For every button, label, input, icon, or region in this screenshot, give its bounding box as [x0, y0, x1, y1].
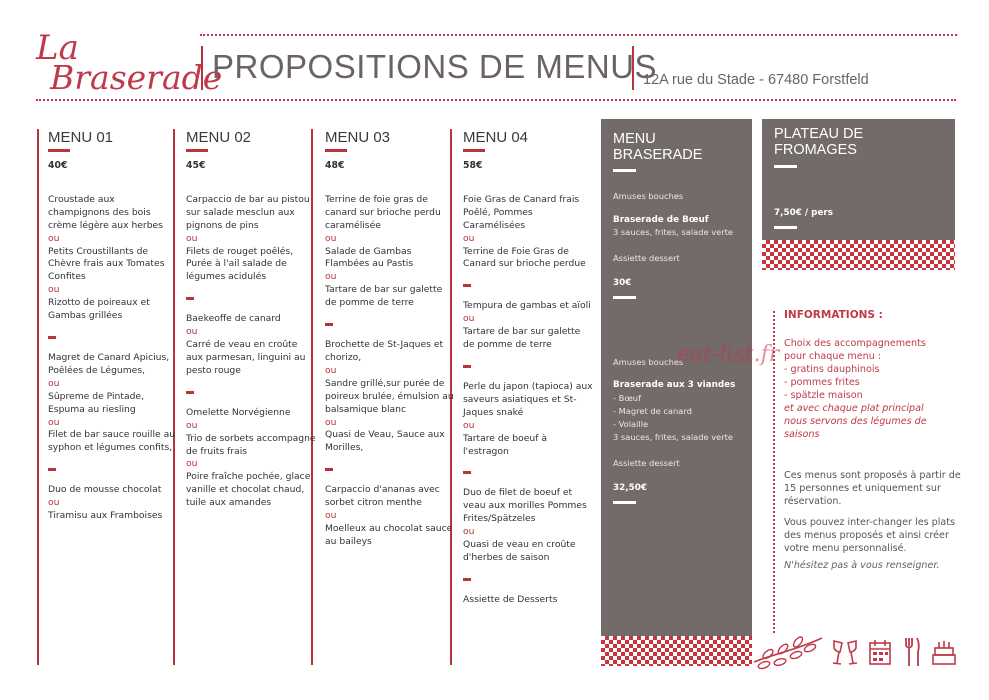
logo-line2: Braserade: [50, 58, 223, 97]
menu-title: MENU 01: [48, 129, 114, 146]
plateau-title-line1: PLATEAU DE: [774, 126, 864, 142]
menu-03: [325, 129, 455, 562]
course-or: ou: [463, 526, 475, 538]
dish-name: Baekeoffe de canard: [186, 313, 281, 325]
dish-name: Petits Croustillants de Chèvre frais aux Tomates Confites: [48, 245, 165, 283]
course-or: ou: [48, 377, 60, 389]
info-choice-line2: pour chaque menu :: [784, 351, 882, 362]
dish-name: Sûpreme de Pintade, Espuma au riesling: [48, 390, 144, 415]
dish-name: Poire fraîche pochée, glace vanille et chocolat chaud, tuile aux amandes: [186, 471, 311, 509]
dish-name: Brochette de St-Jaques et chorizo,: [325, 339, 444, 363]
menu-course: [325, 339, 455, 455]
course-or: ou: [186, 458, 198, 470]
braserade-title-line2: BRASERADE: [613, 147, 703, 163]
dish-name: Duo de filet de boeuf et veau aux morilles Pommes Frites/Spätzeles: [463, 487, 587, 525]
course-separator: [186, 391, 194, 394]
plateau-fromages-panel: [762, 119, 955, 240]
braserade-title-bar: [613, 169, 636, 172]
course-or: ou: [325, 271, 337, 283]
info-note-line1: et avec chaque plat principal: [784, 403, 924, 414]
menu-course: [186, 194, 316, 284]
dish-name: Terrine de Foie Gras de Canard sur brioche perdue: [463, 245, 586, 270]
course-or: ou: [463, 313, 475, 325]
menu-title-underline: [186, 149, 208, 152]
braserade-price-1: 30€: [613, 278, 632, 288]
dish-name: Carpaccio de bar au pistou sur salade mesclun aux pignons de pins: [186, 193, 310, 231]
dish-name: Perle du japon (tapioca) aux saveurs asiatiques et St-Jaques snaké: [463, 380, 593, 418]
info-paragraph-1: Ces menus sont proposés à partir de 15 personnes et uniquement sur réservation.: [784, 470, 961, 507]
braserade-amuses-1: Amuses bouches: [613, 191, 684, 201]
menu-course: [463, 194, 593, 271]
dish-name: Filets de rouget poêlés, Purée à l'ail salade de légumes acidulés: [186, 245, 294, 283]
title-separator-right: [632, 46, 634, 90]
dish-name: Tiramisu aux Framboises: [48, 510, 163, 522]
dish-name: Duo de mousse chocolat: [48, 484, 162, 496]
course-separator: [325, 468, 333, 471]
watermark: eat-list.fr: [677, 342, 780, 367]
course-or: ou: [186, 326, 198, 338]
menu-title: MENU 02: [186, 129, 252, 146]
menu01-rule: [37, 129, 39, 665]
dish-name: Tartare de bar sur galette de pomme de terre: [325, 284, 443, 309]
plateau-title-bar: [774, 165, 797, 168]
course-separator: [463, 284, 471, 287]
dish-name: Trio de sorbets accompagne de fruits frais: [186, 432, 316, 457]
menu-title-underline: [48, 149, 70, 152]
dish-name: Filet de bar sauce rouille au syphon et légumes confits,: [48, 429, 176, 454]
braserade-dish-2: Braserade aux 3 viandes: [613, 380, 736, 390]
menu-course: [48, 352, 178, 455]
braserade-dish-1-desc: 3 sauces, frites, salade verte: [613, 227, 734, 237]
restaurant-address: 12A rue du Stade - 67480 Forstfeld: [643, 72, 869, 88]
calendar-icon: [868, 638, 892, 666]
course-or: ou: [463, 232, 475, 244]
braserade-title: [613, 131, 702, 163]
course-separator: [186, 297, 194, 300]
course-or: ou: [48, 416, 60, 428]
menu-04: [463, 129, 593, 620]
course-or: ou: [325, 416, 337, 428]
course-or: ou: [186, 419, 198, 431]
plateau-price: 7,50€ / pers: [774, 208, 834, 218]
menu-braserade-panel: [601, 119, 752, 636]
course-separator: [463, 471, 471, 474]
dish-name: Moelleux au chocolat sauce au baileys: [325, 522, 453, 547]
info-heading: INFORMATIONS :: [784, 309, 883, 321]
informations-block: [784, 309, 964, 572]
info-paragraph-3: N'hésitez pas à vous renseigner.: [784, 560, 940, 571]
dish-name: Omelette Norvégienne: [186, 406, 291, 418]
menu-title-underline: [463, 149, 485, 152]
braserade-title-line1: MENU: [613, 131, 656, 147]
top-dotted-rule: [200, 34, 957, 36]
logo: [32, 28, 223, 100]
plateau-price-bar: [774, 226, 797, 229]
menu-price: 40€: [48, 160, 68, 171]
birthday-cake-icon: [931, 638, 957, 666]
menu-price: 48€: [325, 160, 345, 171]
braserade-dish-1: Braserade de Bœuf: [613, 215, 709, 225]
laurel-branch-icon: [752, 632, 824, 672]
course-or: ou: [48, 497, 60, 509]
info-note-line2: nous servons des légumes de saisons: [784, 416, 927, 440]
course-or: ou: [48, 284, 60, 296]
info-option-gratins: - gratins dauphinois: [784, 364, 880, 375]
dish-name: Carpaccio d'ananas avec sorbet citron menthe: [325, 484, 440, 509]
menu-02: [186, 129, 316, 523]
braserade-amuses-2: Amuses bouches: [613, 357, 684, 367]
course-or: ou: [325, 232, 337, 244]
menu-course: [463, 381, 593, 458]
plateau-title-line2: FROMAGES: [774, 142, 857, 158]
dish-name: Terrine de foie gras de canard sur brioche perdu caramélisée: [325, 193, 441, 231]
menu-title-underline: [325, 149, 347, 152]
dish-name: Carré de veau en croûte aux parmesan, linguini au pesto rouge: [186, 339, 306, 376]
menu-course: [463, 300, 593, 352]
braserade-meat-2: - Magret de canard: [613, 406, 692, 416]
dish-name: Tartare de boeuf à l'estragon: [463, 432, 547, 457]
plateau-checkered-band: [762, 240, 955, 270]
dish-name: Sandre grillé,sur purée de poireux brulée, émulsion au balsamique blanc: [325, 377, 454, 415]
menu-title: MENU 04: [463, 129, 529, 146]
title-separator-left: [201, 46, 203, 90]
dish-name: Tartare de bar sur galette de pomme de terre: [463, 326, 581, 351]
course-or: ou: [48, 232, 60, 244]
info-choice-line1: Choix des accompagnements: [784, 338, 926, 349]
braserade-meat-1: - Bœuf: [613, 393, 641, 403]
menu-course: [186, 313, 316, 378]
course-separator: [325, 323, 333, 326]
course-or: ou: [463, 419, 475, 431]
course-separator: [48, 468, 56, 471]
plateau-title: [774, 126, 863, 158]
dish-name: Croustade aux champignons des bois crème légère aux herbes: [48, 193, 163, 231]
dish-name: Magret de Canard Apicius, Poêlées de Légumes,: [48, 351, 170, 376]
dish-name: Quasi de veau en croûte d'herbes de saison: [463, 539, 576, 563]
info-option-frites: - pommes frites: [784, 377, 860, 388]
menu-title: MENU 03: [325, 129, 391, 146]
course-separator: [463, 578, 471, 581]
menu-course: [463, 594, 593, 607]
braserade-price-1-bar: [613, 296, 636, 299]
braserade-price-2-bar: [613, 501, 636, 504]
fork-knife-icon: [903, 636, 921, 668]
dish-name: Salade de Gambas Flambées au Pastis: [325, 245, 414, 270]
logo-line1: La: [36, 28, 79, 68]
course-or: ou: [186, 232, 198, 244]
braserade-price-2: 32,50€: [613, 483, 647, 493]
menu-price: 58€: [463, 160, 483, 171]
menu-course: [325, 484, 455, 549]
course-or: ou: [325, 364, 337, 376]
dish-name: Assiette de Desserts: [463, 593, 558, 605]
course-separator: [48, 336, 56, 339]
course-or: ou: [325, 510, 337, 522]
info-option-spatzle: - spätzle maison: [784, 390, 863, 401]
braserade-checkered-band: [601, 636, 752, 666]
course-separator: [463, 365, 471, 368]
menu-course: [48, 194, 178, 323]
info-paragraph-2: Vous pouvez inter-changer les plats des menus proposés et ainsi créer votre menu personnalisé.: [784, 517, 956, 554]
menu-course: [325, 194, 455, 310]
menu-course: [48, 484, 178, 523]
braserade-dessert-1: Assiette dessert: [613, 253, 680, 263]
menu-01: [48, 129, 178, 536]
page-title: PROPOSITIONS DE MENUS: [212, 48, 658, 85]
dish-name: Rizotto de poireaux et Gambas grillées: [48, 297, 150, 322]
braserade-dish-2-desc: 3 sauces, frites, salade verte: [613, 432, 734, 442]
menu-course: [186, 407, 316, 510]
braserade-dessert-2: Assiette dessert: [613, 458, 680, 468]
braserade-meat-3: - Volaille: [613, 419, 649, 429]
champagne-glasses-icon: [830, 638, 860, 668]
menu-price: 45€: [186, 160, 206, 171]
dish-name: Quasi de Veau, Sauce aux Morilles,: [325, 429, 445, 454]
dish-name: Tempura de gambas et aïoli: [463, 300, 591, 312]
dish-name: Foie Gras de Canard frais Poêlé, Pommes Caramélisées: [463, 193, 580, 231]
menu-course: [463, 487, 593, 564]
